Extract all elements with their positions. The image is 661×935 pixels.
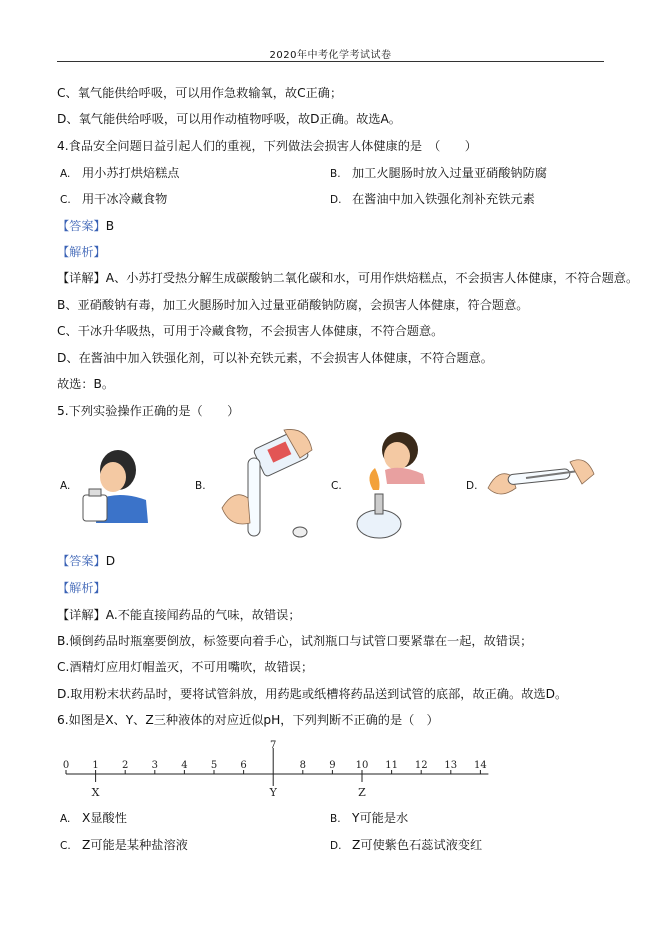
question-4: 4.食品安全问题日益引起人们的重视，下列做法会损害人体健康的是 （ ） bbox=[57, 139, 477, 153]
ph-tick-label: 4 bbox=[181, 760, 188, 771]
ph-tick-label: 10 bbox=[355, 760, 369, 771]
blowing-out-lamp-illustration bbox=[345, 428, 435, 543]
ph-tick-label: 5 bbox=[210, 760, 218, 771]
ph-tick-label: 14 bbox=[474, 760, 487, 771]
explanation-line: C.酒精灯应用灯帽盖灭，不可用嘴吹，故错误； bbox=[57, 660, 314, 674]
ph-tick-label: 12 bbox=[414, 760, 428, 771]
answer-4: 【答案】B bbox=[57, 219, 115, 233]
q4-option-a: A. 用小苏打烘焙糕点 bbox=[60, 166, 180, 180]
q6-option-d: D. Z可使紫色石蕊试液变红 bbox=[330, 838, 483, 852]
question-6: 6.如图是X、Y、Z三种液体的对应近似pH，下列判断不正确的是（ ） bbox=[57, 713, 439, 727]
q6-option-b: B. Y可能是水 bbox=[330, 811, 409, 825]
ph-marker-label: X bbox=[91, 786, 100, 799]
explanation-line: 故选：B。 bbox=[57, 377, 115, 391]
ph-tick-label: 1 bbox=[92, 760, 99, 771]
ph-tick-label: 13 bbox=[444, 760, 458, 771]
header-rule bbox=[57, 61, 604, 62]
smelling-chemical-illustration bbox=[78, 445, 153, 523]
detail-5: 【详解】A.不能直接闻药品的气味，故错误； bbox=[57, 608, 301, 622]
answer-5: 【答案】D bbox=[57, 554, 116, 568]
q6-option-a: A. X显酸性 bbox=[60, 811, 127, 825]
q4-option-b: B. 加工火腿肠时放入过量亚硝酸钠防腐 bbox=[330, 166, 547, 180]
ph-tick-label: 9 bbox=[329, 760, 336, 771]
explanation-line: B、亚硝酸钠有毒，加工火腿肠时加入过量亚硝酸钠防腐，会损害人体健康，符合题意。 bbox=[57, 298, 529, 312]
ph-tick-label: 0 bbox=[62, 760, 70, 771]
explanation-line: D、在酱油中加入铁强化剂，可以补充铁元素，不会损害人体健康，不符合题意。 bbox=[57, 351, 493, 365]
q5-option-a-label: A. bbox=[60, 480, 71, 492]
ph-tick-label: 8 bbox=[299, 760, 306, 771]
ph-tick-label: 7 bbox=[270, 740, 277, 751]
ph-tick-label: 11 bbox=[385, 760, 398, 771]
q5-option-d-label: D. bbox=[466, 480, 478, 492]
ph-marker-label: Y bbox=[269, 786, 277, 799]
explanation-line: D.取用粉末状药品时，要将试管斜放，用药匙或纸槽将药品送到试管的底部，故正确。故选D。 bbox=[57, 687, 568, 701]
q5-option-c-label: C. bbox=[331, 480, 342, 492]
ph-scale-diagram bbox=[0, 732, 661, 802]
explanation-line: C、氧气能供给呼吸，可以用作急救输氧，故C正确； bbox=[57, 86, 343, 100]
q4-option-c: C. 用干冰冷藏食物 bbox=[60, 192, 168, 206]
detail-4: 【详解】A、小苏打受热分解生成碳酸钠二氧化碳和水，可用作烘焙糕点，不会损害人体健康，不符合题意。 bbox=[57, 271, 639, 285]
ph-tick-label: 2 bbox=[122, 760, 129, 771]
page-header: 2020年中考化学考试试卷 bbox=[269, 50, 392, 61]
adding-powder-illustration bbox=[486, 458, 596, 506]
ph-marker-label: Z bbox=[358, 786, 366, 799]
ph-tick-label: 3 bbox=[151, 760, 158, 771]
explanation-line: B.倾倒药品时瓶塞要倒放，标签要向着手心，试剂瓶口与试管口要紧靠在一起，故错误； bbox=[57, 634, 533, 648]
q5-option-b-label: B. bbox=[195, 480, 206, 492]
pouring-liquid-illustration bbox=[212, 428, 320, 540]
ph-tick-label: 6 bbox=[240, 760, 247, 771]
analysis-5-tag: 【解析】 bbox=[57, 581, 106, 595]
explanation-line: C、干冰升华吸热，可用于冷藏食物，不会损害人体健康，不符合题意。 bbox=[57, 324, 444, 338]
q6-option-c: C. Z可能是某种盐溶液 bbox=[60, 838, 188, 852]
explanation-line: D、氧气能供给呼吸，可以用作动植物呼吸，故D正确。故选A。 bbox=[57, 112, 401, 126]
question-5: 5.下列实验操作正确的是（ ） bbox=[57, 404, 240, 418]
q4-option-d: D. 在酱油中加入铁强化剂补充铁元素 bbox=[330, 192, 535, 206]
analysis-4-tag: 【解析】 bbox=[57, 245, 106, 259]
